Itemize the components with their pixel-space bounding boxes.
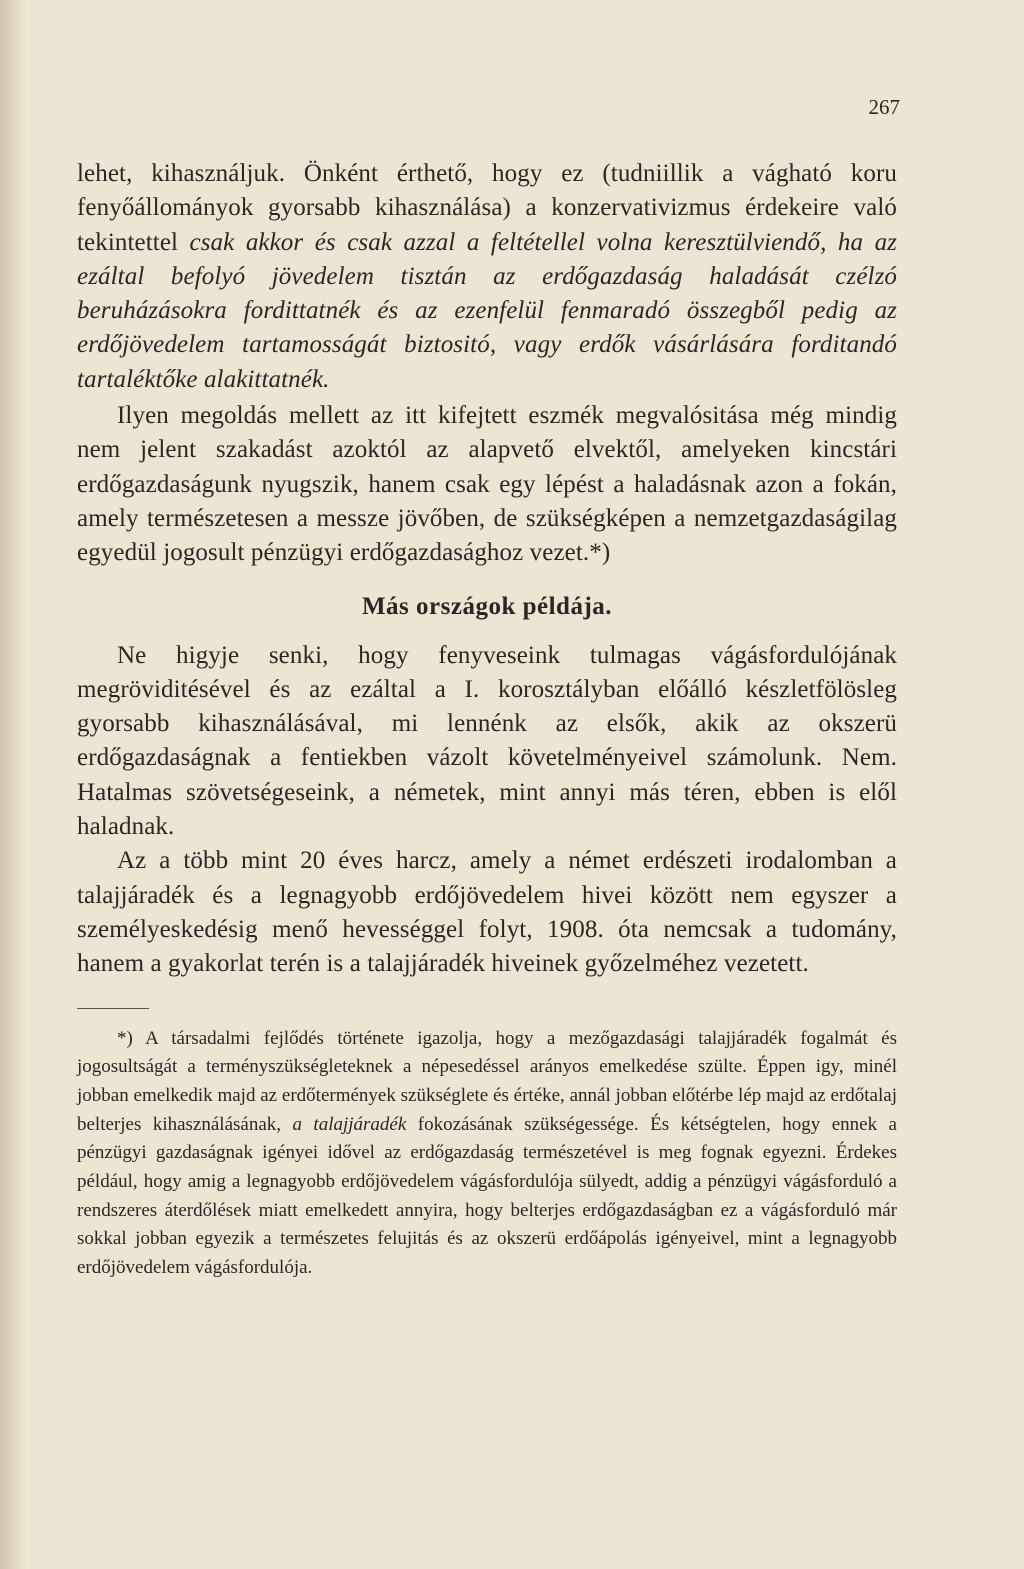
footnote-text-2: fokozásának szükségessége. És kétségtelen, hogy ennek a pénzügyi gazdaságnak igényei idővel az erdőgazdaság természetével is meg fognak egyezni. Érdekes például, hogy amig a legnagyobb erdőjövedelem vágásfordulója sülyedt, addig a pénzügyi vágásforduló a rendszeres áterdőlések miatt emelkedett annyira, hogy belterjes erdőgazdaságban ez a vágásforduló már sokkal jobban egyezik a természetes felujitás és az okszerü erdőápolás igényeivel, mint a legnagyobb erdőjövedelem vágásfordulója. bbox=[77, 1113, 897, 1279]
paragraph-4: Az a több mint 20 éves harcz, amely a német erdészeti irodalomban a talajjáradék és a legnagyobb erdőjövedelem hivei között nem egyszer a személyeskedésig menő hevességgel folyt, 1908. óta nemcsak a tudomány, hanem a gyakorlat terén is a talajjáradék hiveinek győzelméhez vezetett. bbox=[77, 847, 897, 978]
book-spine-shadow bbox=[0, 0, 28, 1569]
paragraph-1 bbox=[77, 157, 897, 397]
footnote bbox=[77, 1025, 897, 1283]
footnote-text-1: *) A társadalmi fejlődés története igazolja, hogy a mezőgazdasági talajjáradék fogalmát és jogosultságát a terményszükségleteknek a népesedéssel arányos emelkedése szülte. Éppen igy, minél jobban emelkedik majd az erdőtermények szükséglete és értéke, annál jobban előtérbe lép majd az erdőtalaj belterjes kihasználásának, bbox=[77, 1027, 897, 1135]
paragraph-2: Ilyen megoldás mellett az itt kifejtett eszmék megvalósitása még mindig nem jelent szakadást azoktól az alapvető elvektől, amelyeken kincstári erdőgazdaságunk nyugszik, hanem csak egy lépést a haladásnak azon a fokán, amely természetesen a messze jövőben, de szükségképen a nemzetgazdaságilag egyedül jogosult pénzügyi erdőgazdasághoz vezet.*) bbox=[77, 402, 897, 567]
footnote-italic: a talajjáradék bbox=[292, 1113, 407, 1135]
section-heading: Más országok példája. bbox=[361, 592, 613, 620]
paragraph-3: Ne higyje senki, hogy fenyveseink tulmagas vágásfordulójának megröviditésével és az ezáltal a I. korosztályban előálló készletfölösleg gyorsabb kihasználásával, mi lennénk az elsők, akik az okszerü erdőgazdaságnak a fentiekben vázolt követelményeivel számolunk. Nem. Hatalmas szövetségeseink, a németek, mint annyi más téren, ebben is elől haladnak. bbox=[77, 641, 897, 841]
footnote-separator bbox=[77, 1008, 149, 1009]
book-page bbox=[77, 95, 900, 1283]
paragraph-1-italic: csak akkor és csak azzal a feltétellel volna keresztülviendő, ha az ezáltal befolyó jövedelem tisztán az erdőgazdaság haladását czélzó beruházásokra fordittatnék és az ezenfelül fenmaradó összegből pedig az erdőjövedelem tartamosságát biztositó, vagy erdők vásárlására forditandó tartaléktőke alakittatnék. bbox=[77, 228, 897, 393]
paragraph-1-plain: lehet, kihasználjuk. Önként érthető, hogy ez (tudniillik a vágható koru fenyőállományok gyorsabb kihasználása) a konzervativizmus érdekeire való tekintettel bbox=[77, 160, 897, 256]
page-number: 267 bbox=[868, 95, 900, 119]
